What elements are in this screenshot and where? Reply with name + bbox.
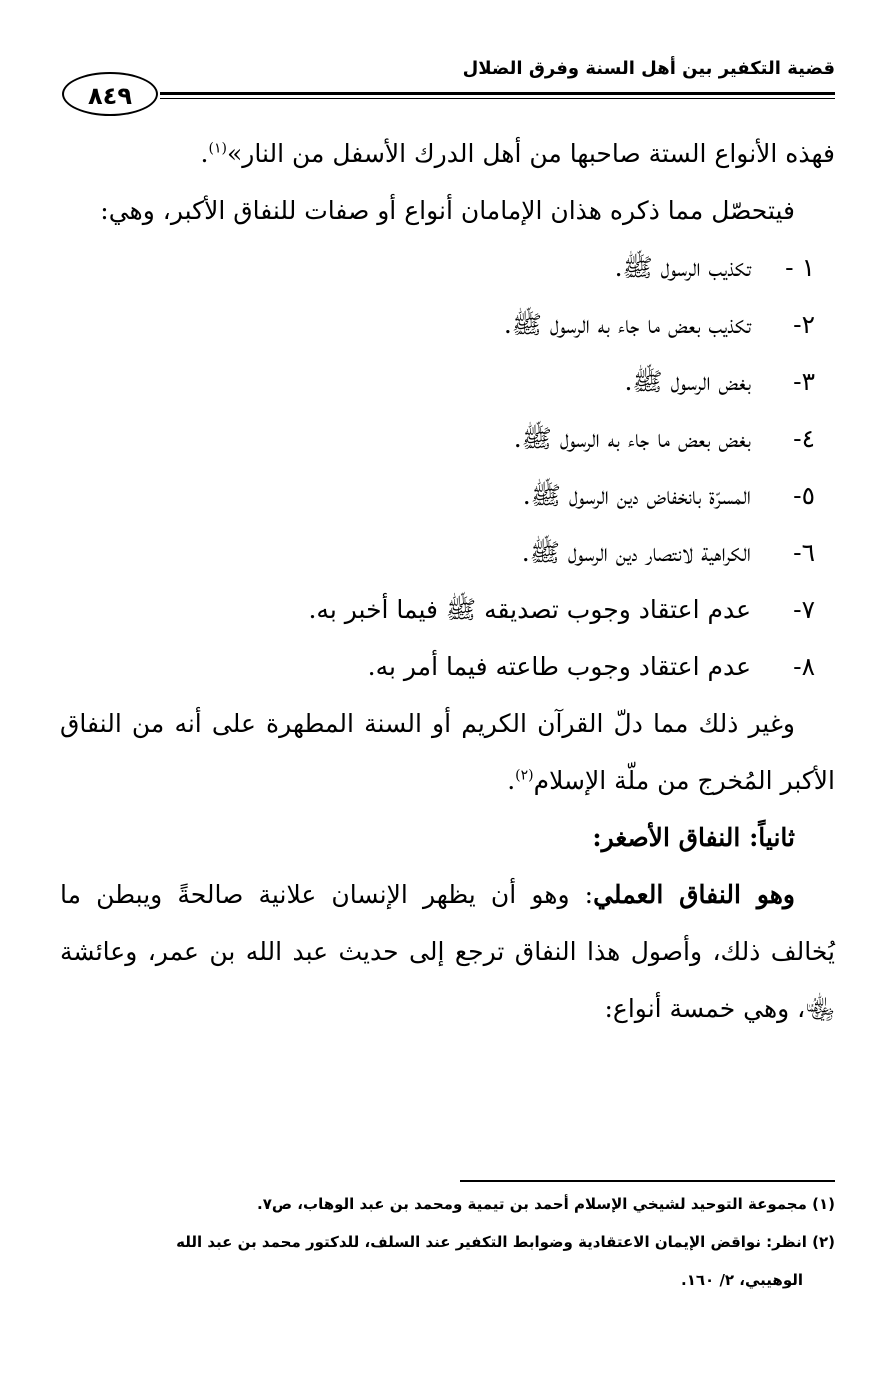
list-item-text: تكذيب بعض ما جاء به الرسول ﷺ. <box>503 310 751 339</box>
list-item-number: ٦- <box>793 538 815 567</box>
paragraph-4-text: : وهو أن يظهر الإنسان علانية صالحةً ويبطن ما يُخالف ذلك، وأصول هذا النفاق ترجع إلى حديث عبد الله بن عمر، وعائشة ﵄، وهي خمسة أنواع: <box>60 880 835 1023</box>
list-item-text: تكذيب الرسول ﷺ. <box>614 253 751 282</box>
running-title: قضية التكفير بين أهل السنة وفرق الضلال <box>462 58 835 79</box>
list-item <box>60 467 835 524</box>
list-item <box>60 581 835 638</box>
list-item-number: ٢- <box>793 310 815 339</box>
list-item-text: عدم اعتقاد وجوب طاعته فيما أمر به. <box>367 652 751 681</box>
paragraph-1-text: فهذه الأنواع الستة صاحبها من أهل الدرك الأسفل من النار» <box>226 139 835 168</box>
list-item-number: ٤- <box>793 424 815 453</box>
header-rule-thick <box>160 92 835 95</box>
footnote-ref-2: (٢) <box>515 767 534 784</box>
footnote-2-continuation: الوهيبي، ٢/ ١٦٠. <box>681 1271 803 1289</box>
list-item-text: المسرّة بانخفاض دين الرسول ﷺ. <box>522 481 751 510</box>
list-item-number: ٧- <box>793 595 815 624</box>
paragraph-3-text: وغير ذلك مما دلّ القرآن الكريم أو السنة المطهرة على أنه من النفاق الأكبر المُخرج من ملّة الإسلام <box>60 709 835 795</box>
hypocrisy-types-list <box>60 239 835 695</box>
paragraph-4-lead: وهو النفاق العملي <box>593 880 795 909</box>
list-item-number: ١ - <box>785 253 815 282</box>
footnotes <box>50 1185 835 1299</box>
footnote-1: (١) مجموعة التوحيد لشيخي الإسلام أحمد بن تيمية ومحمد بن عبد الوهاب، ص٧. <box>257 1195 835 1213</box>
paragraph-2: فيتحصّل مما ذكره هذان الإمامان أنواع أو صفات للنفاق الأكبر، وهي: <box>100 196 795 225</box>
paragraph-1 <box>60 125 835 182</box>
list-item-number: ٣- <box>793 367 815 396</box>
footnote-2: (٢) انظر: نواقض الإيمان الاعتقادية وضوابط التكفير عند السلف، للدكتور محمد بن عبد الله <box>176 1233 835 1251</box>
page-number: ٨٤٩ <box>62 72 158 116</box>
list-item-text: بغض بعض ما جاء به الرسول ﷺ. <box>513 424 751 453</box>
page-header <box>60 52 835 122</box>
list-item <box>60 638 835 695</box>
list-item-text: بغض الرسول ﷺ. <box>624 367 751 396</box>
paragraph-3 <box>60 695 835 809</box>
list-item-number: ٥- <box>793 481 815 510</box>
footnote-divider <box>460 1180 835 1182</box>
footnote-ref-1: (١) <box>208 140 227 157</box>
paragraph-3-end: . <box>507 766 516 795</box>
header-rule-thin <box>160 98 835 99</box>
section-heading: ثانياً: النفاق الأصغر: <box>592 823 795 852</box>
paragraph-4 <box>60 866 835 1037</box>
list-item <box>60 410 835 467</box>
list-item-text: الكراهية لانتصار دين الرسول ﷺ. <box>521 538 751 567</box>
paragraph-1-end: . <box>200 139 209 168</box>
main-text <box>60 125 835 1037</box>
list-item-text: عدم اعتقاد وجوب تصديقه ﷺ فيما أخبر به. <box>308 595 751 624</box>
list-item <box>60 239 835 296</box>
list-item-number: ٨- <box>793 652 815 681</box>
list-item <box>60 296 835 353</box>
list-item <box>60 353 835 410</box>
list-item <box>60 524 835 581</box>
